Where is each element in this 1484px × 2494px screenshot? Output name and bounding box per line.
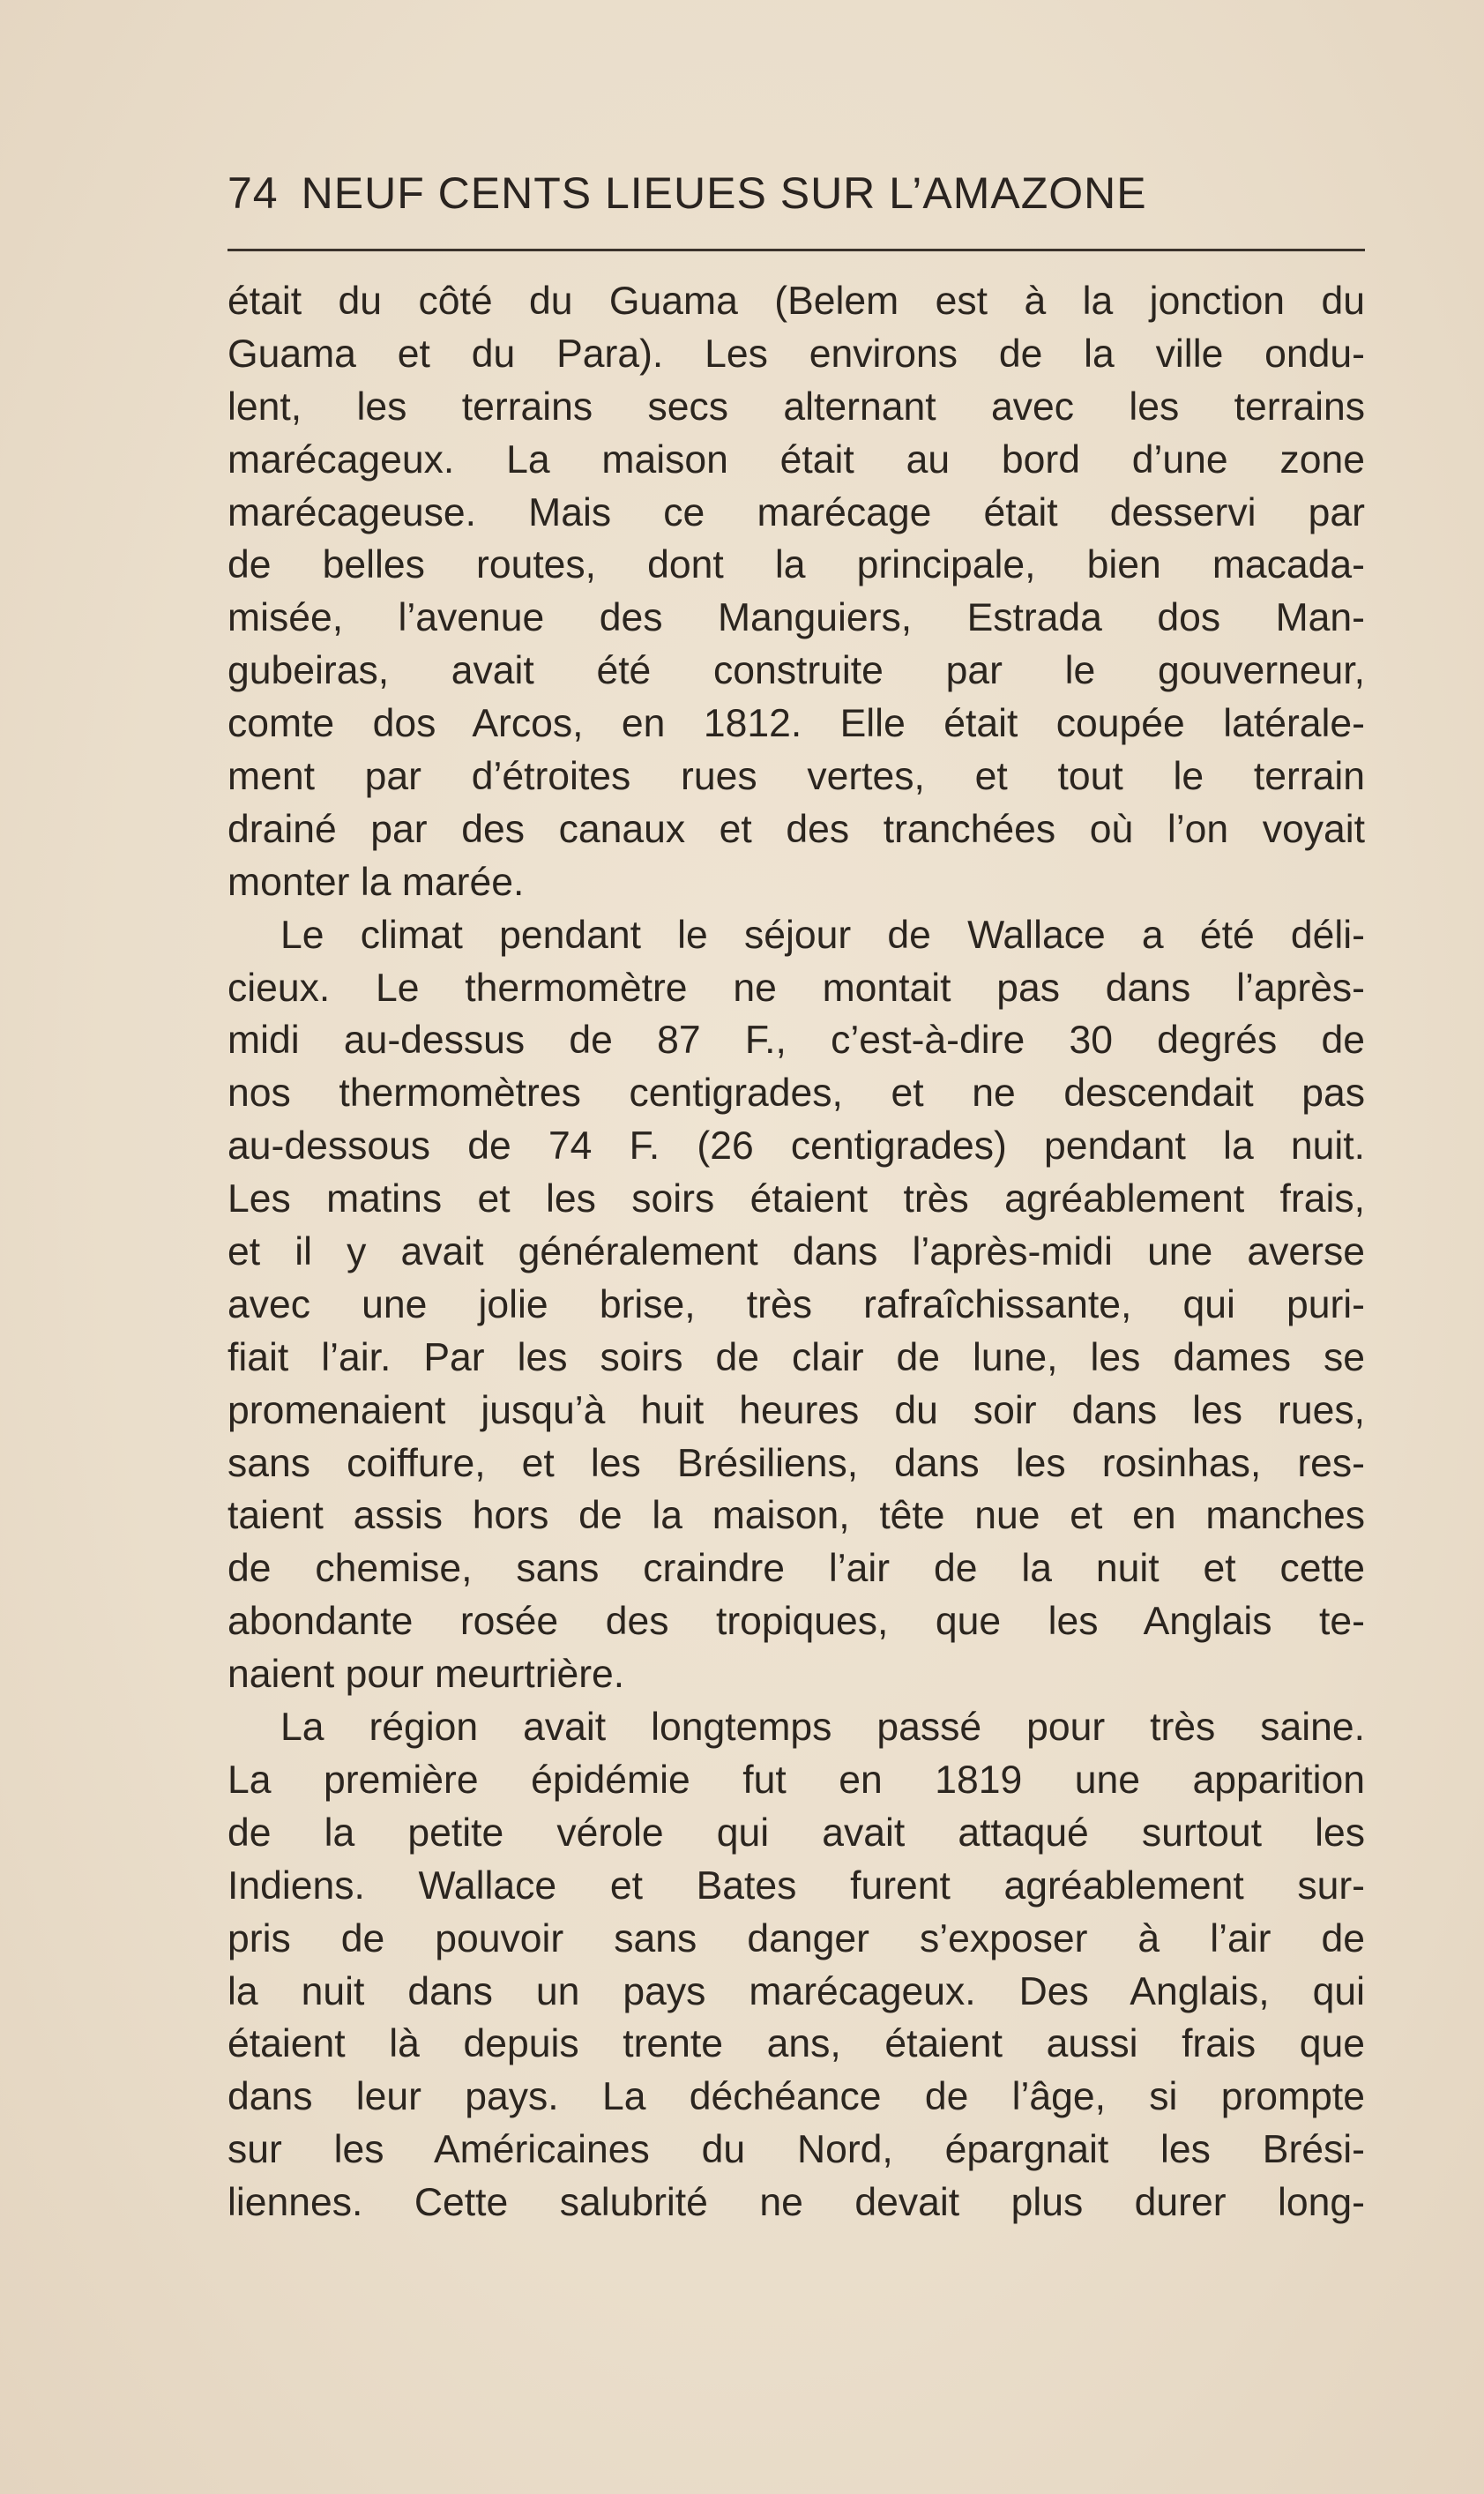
running-title: NEUF CENTS LIEUES SUR L’AMAZONE xyxy=(301,168,1147,218)
paragraph-2 xyxy=(227,909,1365,1701)
text-line: marécageux. La maison était au bord d’une zone xyxy=(227,437,1365,482)
text-line: lent, les terrains secs alternant avec les terrains xyxy=(227,385,1365,429)
text-line: de belles routes, dont la principale, bien macada- xyxy=(227,543,1365,587)
text-line: monter la marée. xyxy=(227,860,525,904)
text-line: drainé par des canaux et des tranchées où l’on voyait xyxy=(227,807,1365,851)
text-line: misée, l’avenue des Manguiers, Estrada dos Man- xyxy=(227,596,1365,640)
text-line: liennes. Cette salubrité ne devait plus durer long- xyxy=(227,2181,1365,2225)
text-line: promenaient jusqu’à huit heures du soir dans les rues, xyxy=(227,1388,1365,1432)
text-line: sur les Américaines du Nord, épargnait les Brési- xyxy=(227,2128,1365,2172)
page-number: 74 xyxy=(227,168,279,218)
text-line: et il y avait généralement dans l’après-midi une averse xyxy=(227,1230,1365,1274)
running-header xyxy=(227,168,1374,247)
text-line: avec une jolie brise, très rafraîchissante, qui puri- xyxy=(227,1282,1365,1326)
text-line: gubeiras, avait été construite par le gouverneur, xyxy=(227,649,1365,693)
text-line: sans coiffure, et les Brésiliens, dans les rosinhas, res- xyxy=(227,1441,1365,1485)
text-line: fiait l’air. Par les soirs de clair de lune, les dames se xyxy=(227,1335,1365,1379)
text-line: de la petite vérole qui avait attaqué surtout les xyxy=(227,1811,1365,1855)
text-line: étaient là depuis trente ans, étaient aussi frais que xyxy=(227,2022,1365,2066)
paragraph-1 xyxy=(227,275,1365,909)
text-line: La région avait longtemps passé pour très saine. xyxy=(280,1706,1365,1750)
text-line: Guama et du Para). Les environs de la ville ondu- xyxy=(227,332,1365,376)
text-line: nos thermomètres centigrades, et ne descendait pas xyxy=(227,1072,1365,1116)
text-line: Le climat pendant le séjour de Wallace a été déli- xyxy=(280,913,1365,957)
text-line: Les matins et les soirs étaient très agréablement frais, xyxy=(227,1177,1365,1221)
text-line: dans leur pays. La déchéance de l’âge, si prompte xyxy=(227,2075,1365,2119)
paragraph-3 xyxy=(227,1701,1365,2229)
text-line: ment par d’étroites rues vertes, et tout le terrain xyxy=(227,755,1365,799)
text-line: était du côté du Guama (Belem est à la jonction du xyxy=(227,280,1365,323)
text-line: naient pour meurtrière. xyxy=(227,1653,625,1697)
text-line: abondante rosée des tropiques, que les Anglais te- xyxy=(227,1600,1365,1644)
text-line: comte dos Arcos, en 1812. Elle était coupée latérale- xyxy=(227,702,1365,746)
header-rule xyxy=(227,249,1365,251)
text-line: midi au-dessus de 87 F., c’est-à-dire 30 degrés de xyxy=(227,1019,1365,1063)
text-line: pris de pouvoir sans danger s’exposer à l’air de xyxy=(227,1916,1365,1960)
text-line: Indiens. Wallace et Bates furent agréablement sur- xyxy=(227,1863,1365,1908)
text-line: au-dessous de 74 F. (26 centigrades) pendant la nuit. xyxy=(227,1124,1365,1169)
text-line: marécageuse. Mais ce marécage était desservi par xyxy=(227,490,1365,534)
body-text xyxy=(227,275,1365,2229)
text-line: la nuit dans un pays marécageux. Des Anglais, qui xyxy=(227,1969,1365,2013)
text-line: taient assis hors de la maison, tête nue et en manches xyxy=(227,1494,1365,1538)
text-line: de chemise, sans craindre l’air de la nuit et cette xyxy=(227,1547,1365,1591)
text-line: cieux. Le thermomètre ne montait pas dans l’après- xyxy=(227,966,1365,1010)
text-line: La première épidémie fut en 1819 une apparition xyxy=(227,1758,1365,1802)
